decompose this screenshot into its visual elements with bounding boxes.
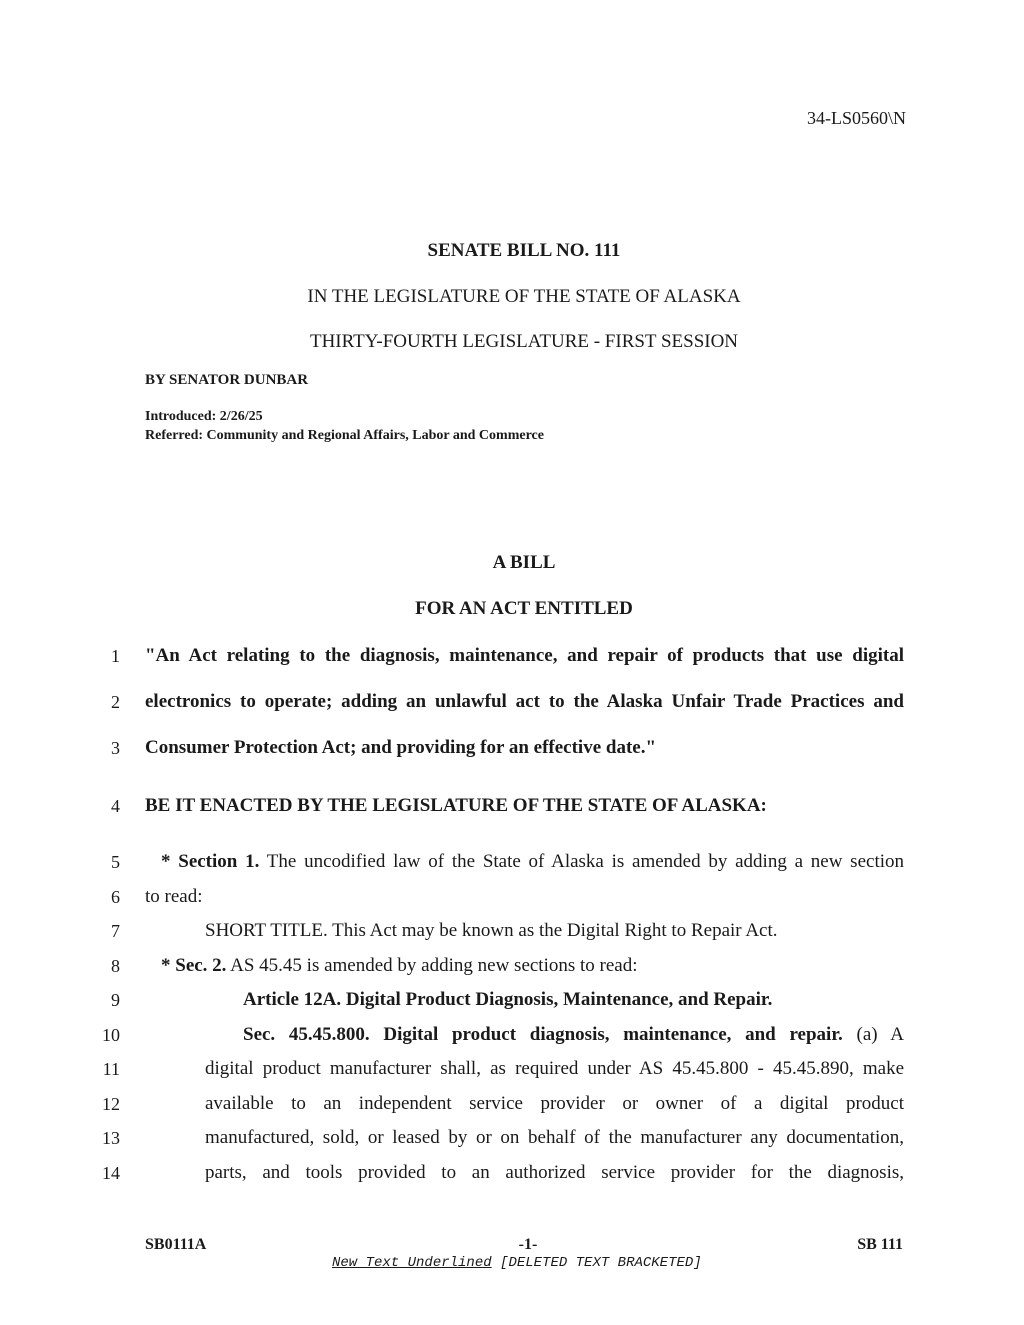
line-number: 8 xyxy=(111,956,120,976)
bill-title-line: electronics to operate; adding an unlawful act to the Alaska Unfair Trade Practices and xyxy=(145,691,904,712)
statute-text: (a) A xyxy=(842,1024,904,1045)
legend-new-text: New Text Underlined xyxy=(332,1255,492,1271)
statute-line: available to an independent service provider or owner of a digital product xyxy=(205,1093,904,1114)
bill-title-line: "An Act relating to the diagnosis, maintenance, and repair of products that use digital xyxy=(145,645,904,666)
statute-line xyxy=(243,1024,904,1046)
statute-heading: Sec. 45.45.800. Digital product diagnosis, maintenance, and repair. xyxy=(243,1024,843,1045)
a-bill-heading: A BILL xyxy=(492,552,556,573)
legislature-heading: IN THE LEGISLATURE OF THE STATE OF ALASKA xyxy=(307,286,741,307)
line-number: 6 xyxy=(111,887,120,907)
line-number: 14 xyxy=(102,1163,120,1183)
bill-title-line: Consumer Protection Act; and providing for an effective date." xyxy=(145,737,657,758)
statute-line: parts, and tools provided to an authorized service provider for the diagnosis, xyxy=(205,1162,904,1183)
session-heading: THIRTY-FOURTH LEGISLATURE - FIRST SESSION xyxy=(309,331,739,352)
act-entitled-heading: FOR AN ACT ENTITLED xyxy=(415,598,633,619)
formatting-legend xyxy=(332,1255,702,1271)
line-number: 13 xyxy=(102,1128,120,1148)
bill-number: SENATE BILL NO. 111 xyxy=(427,240,621,261)
section-text: The uncodified law of the State of Alaska is amended by adding a new section xyxy=(259,851,904,872)
introduced-date: Introduced: 2/26/25 xyxy=(145,409,263,424)
section-line xyxy=(161,851,904,873)
referred-committees: Referred: Community and Regional Affairs, Labor and Commerce xyxy=(145,428,544,443)
line-number: 11 xyxy=(102,1059,120,1079)
line-number: 9 xyxy=(111,990,120,1010)
footer-bill-number: SB 111 xyxy=(857,1236,903,1253)
sponsor: BY SENATOR DUNBAR xyxy=(145,372,309,388)
line-number: 4 xyxy=(111,796,120,816)
section-line xyxy=(161,955,638,977)
section-label: * Sec. 2. xyxy=(161,955,227,976)
enacting-clause: BE IT ENACTED BY THE LEGISLATURE OF THE STATE OF ALASKA: xyxy=(145,795,767,816)
document-id: 34-LS0560\N xyxy=(807,108,906,128)
section-text: AS 45.45 is amended by adding new sections to read: xyxy=(226,955,638,976)
footer-bill-code: SB0111A xyxy=(145,1236,207,1253)
line-number: 2 xyxy=(111,692,120,712)
line-number: 5 xyxy=(111,852,120,872)
line-number: 10 xyxy=(102,1025,120,1045)
legend-deleted-text: [DELETED TEXT BRACKETED] xyxy=(500,1255,702,1271)
section-label: * Section 1. xyxy=(161,851,260,872)
page-number: -1- xyxy=(518,1236,538,1253)
line-number: 12 xyxy=(102,1094,120,1114)
statute-line: manufactured, sold, or leased by or on behalf of the manufacturer any documentation, xyxy=(205,1127,904,1148)
article-heading: Article 12A. Digital Product Diagnosis, Maintenance, and Repair. xyxy=(243,989,773,1010)
line-number: 3 xyxy=(111,738,120,758)
line-number: 7 xyxy=(111,921,120,941)
statute-line: digital product manufacturer shall, as required under AS 45.45.800 - 45.45.890, make xyxy=(205,1058,904,1079)
line-number: 1 xyxy=(111,646,120,666)
short-title-line: SHORT TITLE. This Act may be known as the Digital Right to Repair Act. xyxy=(205,920,778,941)
section-line: to read: xyxy=(145,886,203,907)
